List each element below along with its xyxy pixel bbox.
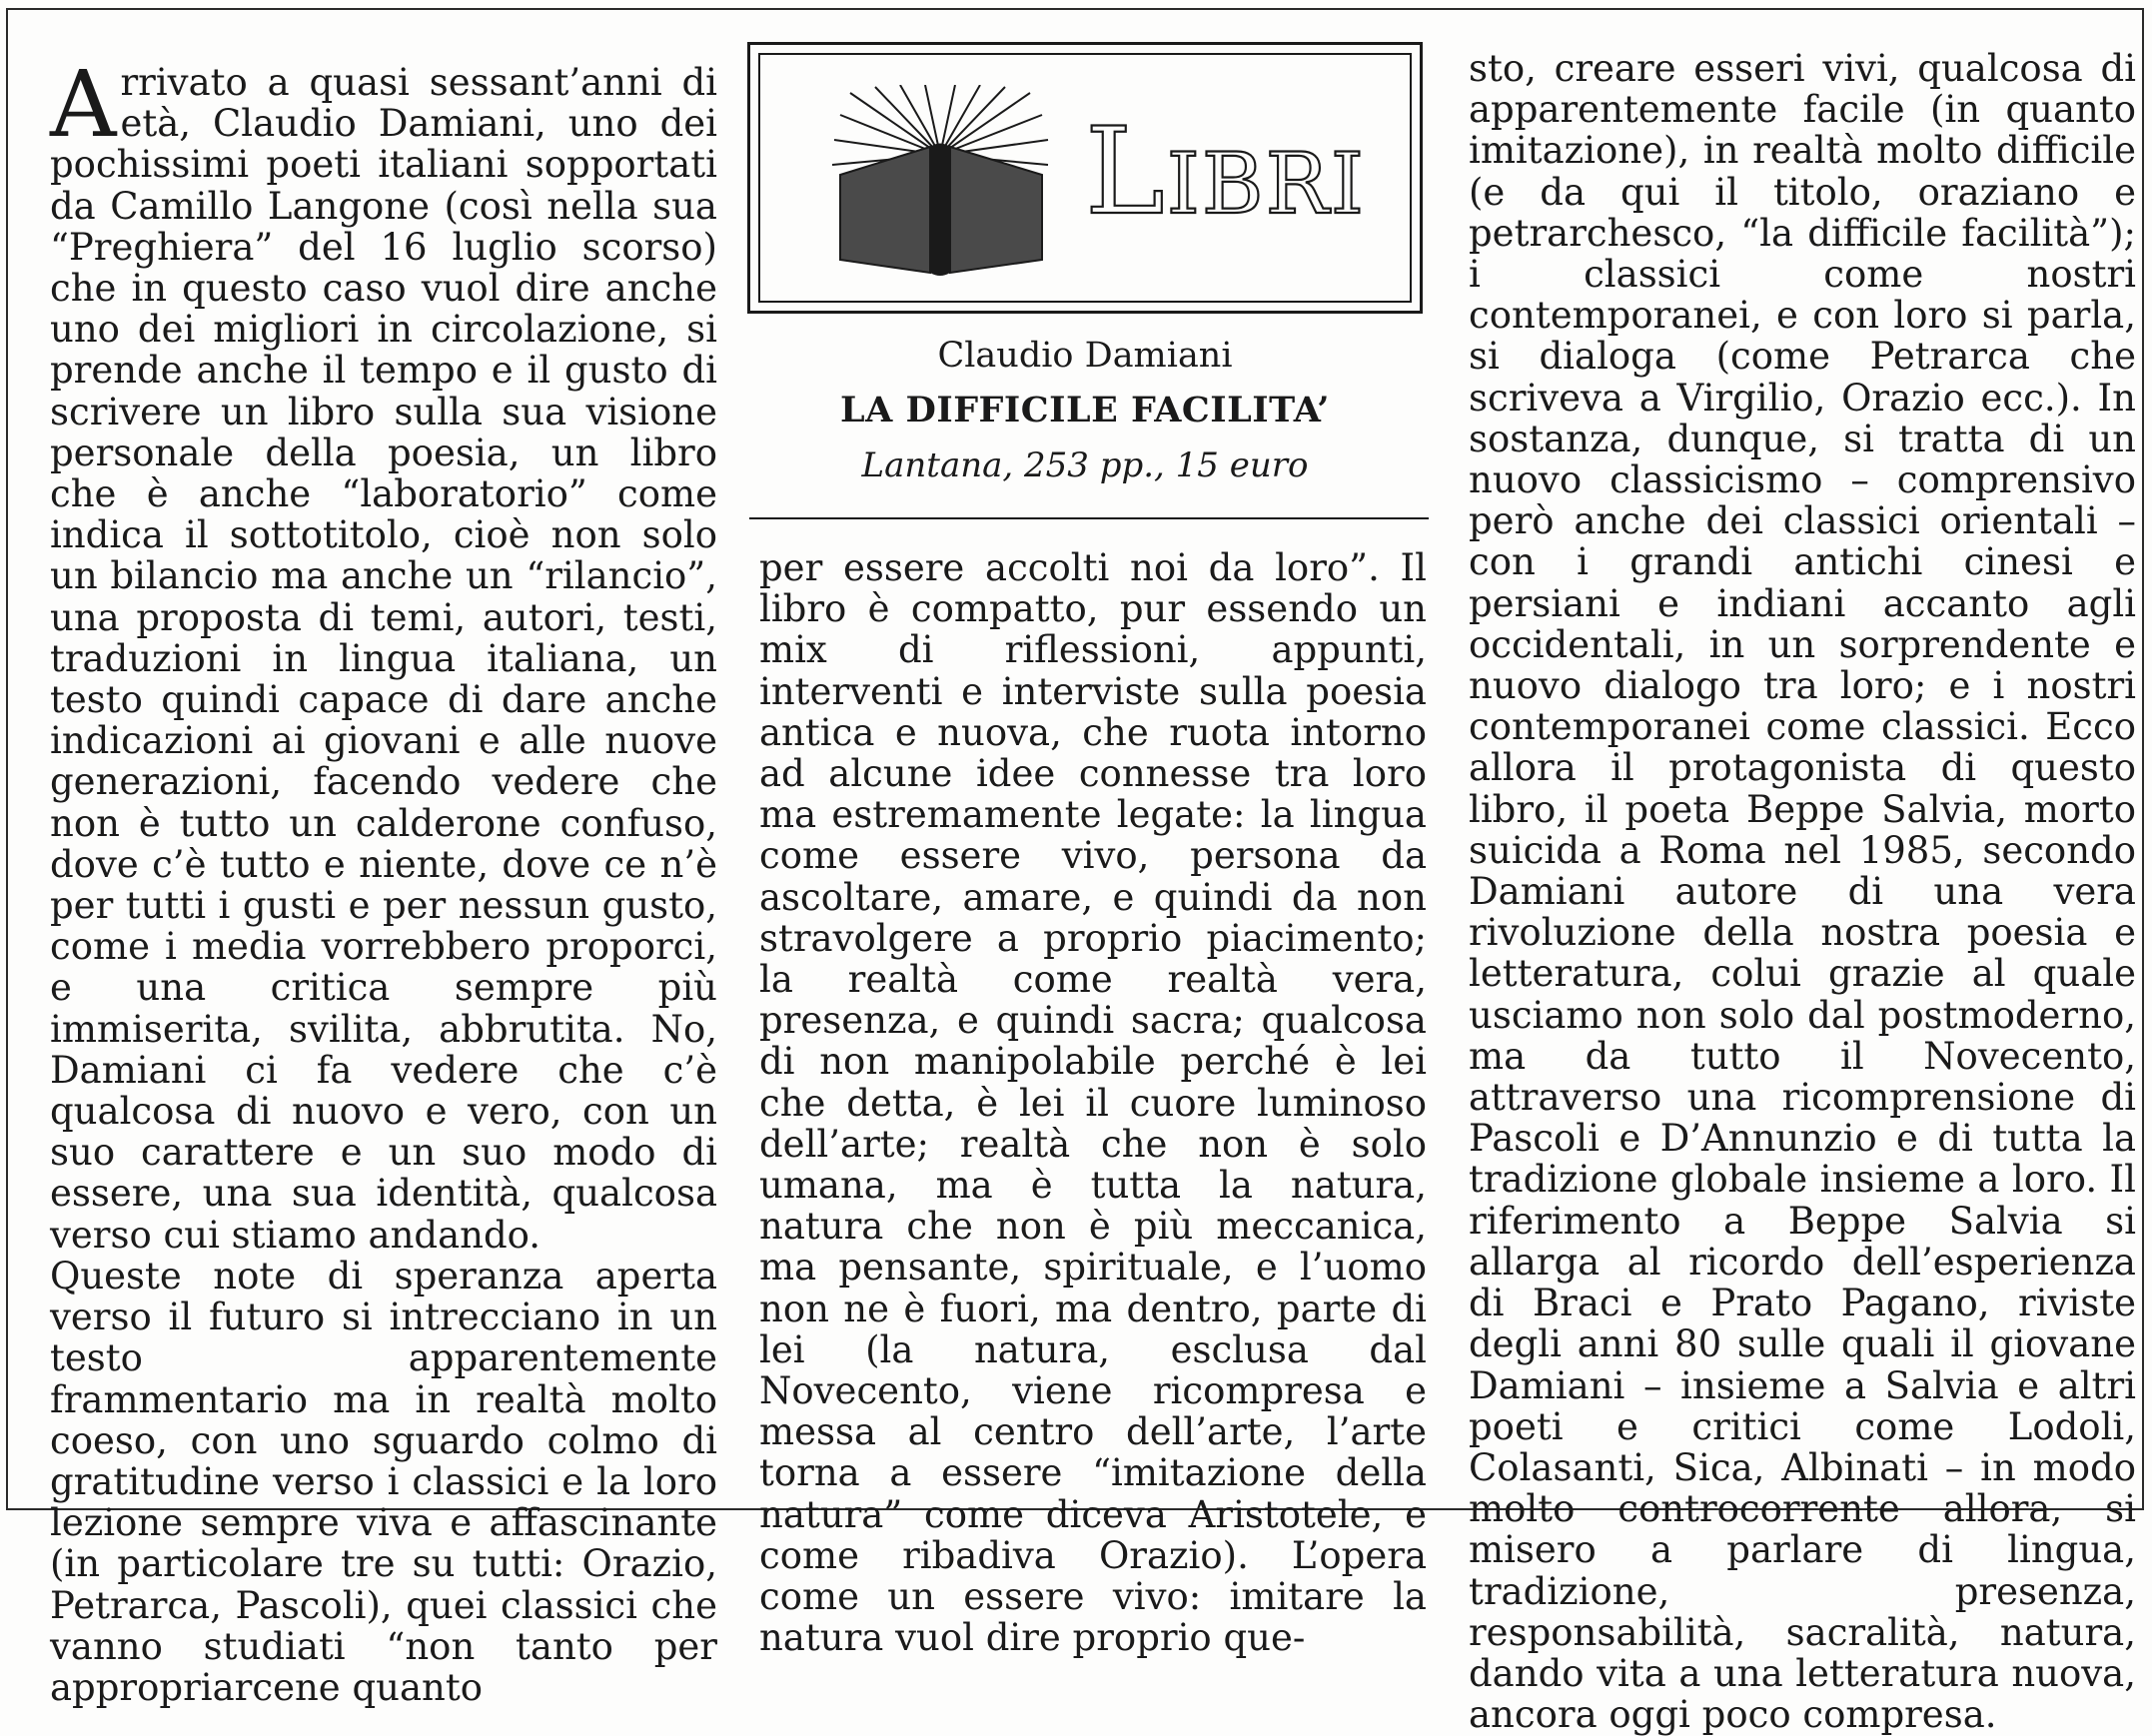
article-column-2 <box>759 547 1427 1658</box>
paragraph-2: Queste note di speranza aperta verso il futuro si intrecciano in un testo apparentemente frammentario ma in realtà molto coeso, con uno sguardo colmo di gratitudine verso i classici e la loro lezione sempre viva e affascinante (in particolare tre su tutti: Orazio, Petrarca, Pascoli), quei classici che vanno studiati “non tanto per appropriarcene quanto <box>50 1254 717 1709</box>
drop-cap: A <box>50 51 117 158</box>
book-title: LA DIFFICILE FACILITA’ <box>840 390 1330 431</box>
section-header-inner-frame <box>758 53 1412 303</box>
book-publication-info: Lantana, 253 pp., 15 euro <box>861 445 1309 485</box>
divider <box>749 517 1429 519</box>
paragraph-1-text: rrivato a quasi sessant’anni di età, Claudio Damiani, uno dei pochissimi poeti italiani sopportati da Camillo Langone (così nella sua “Preghiera” del 16 luglio scorso) che in questo caso vuol dire anche uno dei migliori in circolazione, si prende anche il tempo e il gusto di scrivere un libro sulla sua visione personale della poesia, un libro che è anche “laboratorio” come indica il sottotitolo, cioè non solo un bilancio ma anche un “rilancio”, una proposta di temi, autori, testi, traduzioni in lingua italiana, un testo quindi capace di dare anche indicazioni ai giovani e alle nuove generazioni, facendo vedere che non è tutto un calderone confuso, dove c’è tutto e niente, dove ce n’è per tutti i gusti e per nessun gusto, come i media vorrebbero proporci, e una critica sempre più immiserita, svilita, abbrutita. No, Damiani ci fa vedere che c’è qualcosa di nuovo e vero, con un suo carattere e un suo modo di essere, una sua identità, qualcosa verso cui stiamo andando. <box>50 61 717 1257</box>
section-title: Libri <box>1085 103 1367 242</box>
section-header-box <box>747 42 1423 314</box>
paragraph-1 <box>50 51 717 1257</box>
article-column-3 <box>1469 48 2136 1735</box>
book-author: Claudio Damiani <box>937 336 1233 376</box>
article-column-1 <box>50 51 717 1709</box>
paragraph-4: sto, creare esseri vivi, qualcosa di apparentemente facile (in quanto imitazione), in realtà molto difficile (e da qui il titolo, oraziano e petrarchesco, “la difficile facilità”); i classici come nostri contemporanei, e con loro si parla, si dialoga (come Petrarca che scriveva a Virgilio, Orazio ecc.). In sostanza, dunque, si tratta di un nuovo classicismo – comprensivo però anche dei classici orientali – con i grandi antichi cinesi e persiani e indiani accanto agli occidentali, in un sorprendente e nuovo dialogo tra loro; e i nostri contemporanei come classici. Ecco allora il protagonista di questo libro, il poeta Beppe Salvia, morto suicida a Roma nel 1985, secondo Damiani autore di una vera rivoluzione della nostra poesia e letteratura, colui grazie al quale usciamo non solo dal postmoderno, ma da tutto il Novecento, attraverso una ricomprensione di Pascoli e D’Annunzio e di tutta la tradizione globale insieme a loro. Il riferimento a Beppe Salvia si allarga al ricordo dell’esperienza di Braci e Prato Pagano, riviste degli anni 80 sulle quali il giovane Damiani – insieme a Salvia e altri poeti e critici come Lodoli, Colasanti, Sica, Albinati – in modo molto controcorrente allora, si misero a parlare di lingua, tradizione, presenza, responsabilità, sacralità, natura, dando vita a una letteratura nuova, ancora oggi poco compresa. <box>1469 47 2136 1736</box>
open-book-icon <box>830 85 1050 280</box>
paragraph-3: per essere accolti noi da loro”. Il libro è compatto, pur essendo un mix di riflessioni, appunti, interventi e interviste sulla poesia antica e nuova, che ruota intorno ad alcune idee connesse tra loro ma estremamente legate: la lingua come essere vivo, persona da ascoltare, amare, e quindi da non stravolgere a proprio piacimento; la realtà come realtà vera, presenza, e quindi sacra; qualcosa di non manipolabile perché è lei che detta, è lei il cuore luminoso dell’arte; realtà che non è solo umana, ma è tutta la natura, natura che non è più meccanica, ma pensante, spirituale, e l’uomo non ne è fuori, ma dentro, parte di lei (la natura, esclusa dal Novecento, viene ricompresa e messa al centro dell’arte, l’arte torna a essere “imitazione della natura” come diceva Aristotele, e come ribadiva Orazio). L’opera come un essere vivo: imitare la natura vuol dire proprio que- <box>759 546 1427 1660</box>
